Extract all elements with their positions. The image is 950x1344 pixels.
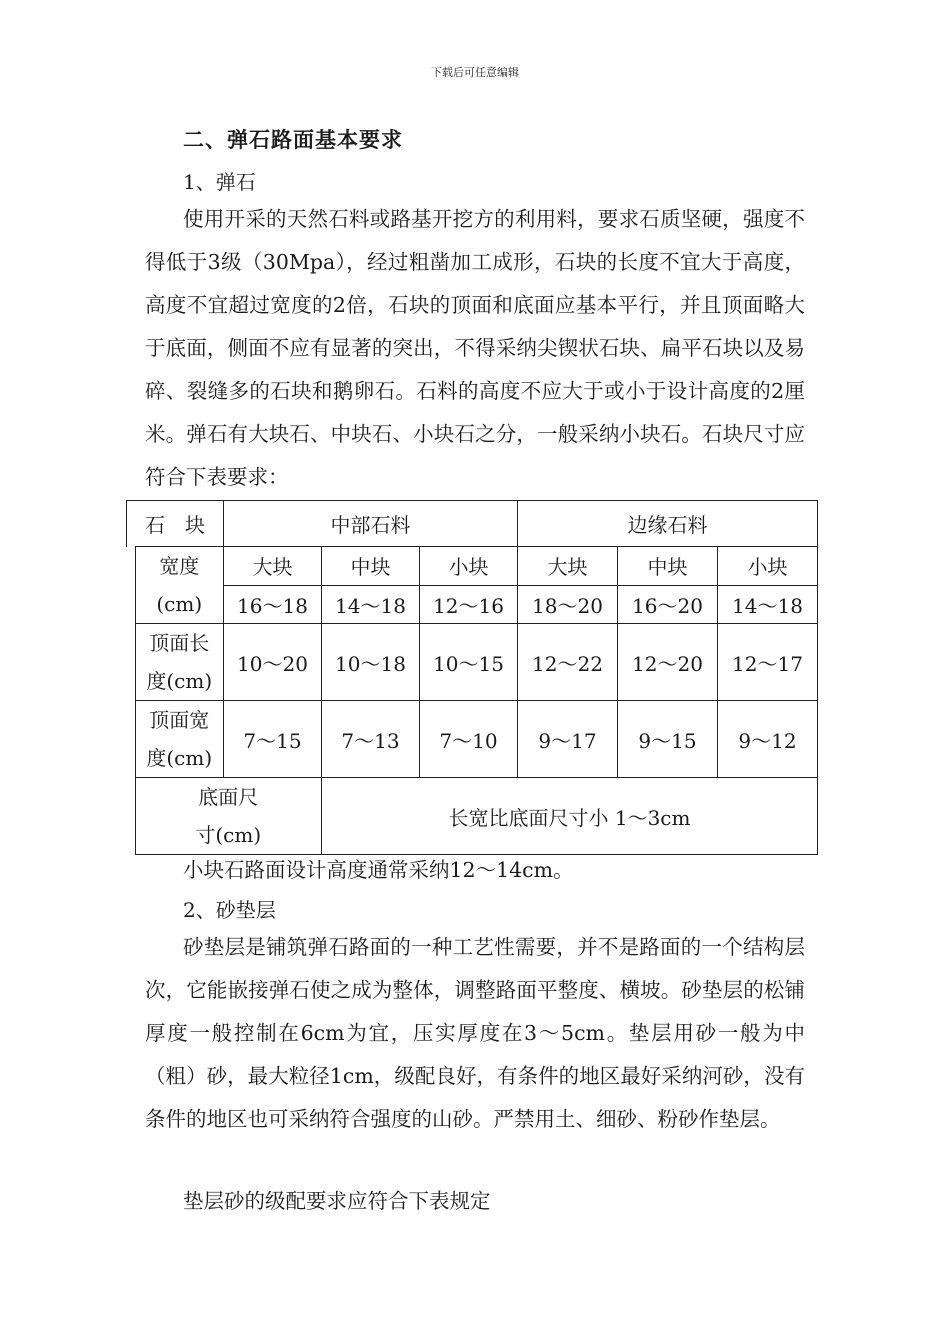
top-length-value: 10～15 [420, 624, 518, 701]
top-length-label [135, 624, 223, 701]
bottom-size-label-line1: 底面尺 [198, 785, 259, 809]
paragraph-stone: 使用开采的天然石料或路基开挖方的利用料，要求石质坚硬，强度不得低于3级（30Mpa），经过粗凿加工成形，石块的长度不宜大于高度，高度不宜超过宽度的2倍，石块的顶面和底面应基本平行，并且顶面略大于底面，侧面不应有显著的突出，不得采纳尖锲状石块、扁平石块以及易碎、裂缝多的石块和鹅卵石。石料的高度不应大于或小于设计高度的2厘米。弹石有大块石、中块石、小块石之分，一般采纳小块石。石块尺寸应符合下表要求： [145, 207, 805, 489]
width-value: 16～20 [618, 585, 718, 624]
bottom-size-value: 长宽比底面尺寸小 1～3cm [322, 778, 818, 855]
top-width-label [135, 701, 223, 778]
top-width-value: 9～17 [518, 701, 618, 778]
top-width-label-line1: 顶面宽 [149, 708, 210, 732]
top-width-value: 9～12 [718, 701, 818, 778]
size-header: 中块 [618, 547, 718, 586]
table-indent-spacer [127, 547, 136, 855]
size-header: 小块 [718, 547, 818, 586]
top-length-label-line2: 度(cm) [146, 669, 213, 693]
top-length-value: 12～20 [618, 624, 718, 701]
size-header: 小块 [420, 547, 518, 586]
width-value: 16～18 [224, 585, 322, 624]
paragraph-gradation-intro: 垫层砂的级配要求应符合下表规定 [183, 1189, 491, 1213]
width-label-line2: (cm) [156, 592, 203, 616]
note-design-height: 小块石路面设计高度通常采纳12～14cm。 [183, 858, 574, 882]
width-value: 14～18 [718, 585, 818, 624]
width-value: 14～18 [322, 585, 420, 624]
subsection-stone: 1、弹石 [183, 170, 256, 194]
width-value: 18～20 [518, 585, 618, 624]
group-middle-header: 中部石料 [224, 501, 518, 547]
section-title: 二、弹石路面基本要求 [183, 127, 403, 152]
stone-size-table [126, 500, 818, 855]
bottom-size-label [135, 778, 321, 855]
top-length-label-line1: 顶面长 [149, 631, 210, 655]
width-label [135, 547, 223, 624]
size-header: 中块 [322, 547, 420, 586]
top-width-value: 7～10 [420, 701, 518, 778]
size-header: 大块 [518, 547, 618, 586]
width-label-line1: 宽度 [159, 554, 200, 578]
top-width-label-line2: 度(cm) [146, 746, 213, 770]
top-width-value: 7～13 [322, 701, 420, 778]
top-length-value: 10～20 [224, 624, 322, 701]
subsection-sand-layer: 2、砂垫层 [183, 898, 276, 922]
page-header: 下载后可任意编辑 [431, 66, 519, 79]
top-width-value: 9～15 [618, 701, 718, 778]
top-length-value: 12～17 [718, 624, 818, 701]
width-value: 12～16 [420, 585, 518, 624]
bottom-size-label-line2: 寸(cm) [195, 823, 262, 847]
table-corner-cell: 石 块 [127, 501, 224, 547]
size-header: 大块 [224, 547, 322, 586]
paragraph-sand-layer: 砂垫层是铺筑弹石路面的一种工艺性需要，并不是路面的一个结构层次，它能嵌接弹石使之成为整体，调整路面平整度、横坡。砂垫层的松铺厚度一般控制在6cm为宜，压实厚度在3～5cm。垫层用砂一般为中（粗）砂，最大粒径1cm，级配良好，有条件的地区最好采纳河砂，没有条件的地区也可采纳符合强度的山砂。严禁用土、细砂、粉砂作垫层。 [145, 935, 805, 1131]
group-edge-header: 边缘石料 [518, 501, 818, 547]
top-length-value: 12～22 [518, 624, 618, 701]
top-length-value: 10～18 [322, 624, 420, 701]
top-width-value: 7～15 [224, 701, 322, 778]
